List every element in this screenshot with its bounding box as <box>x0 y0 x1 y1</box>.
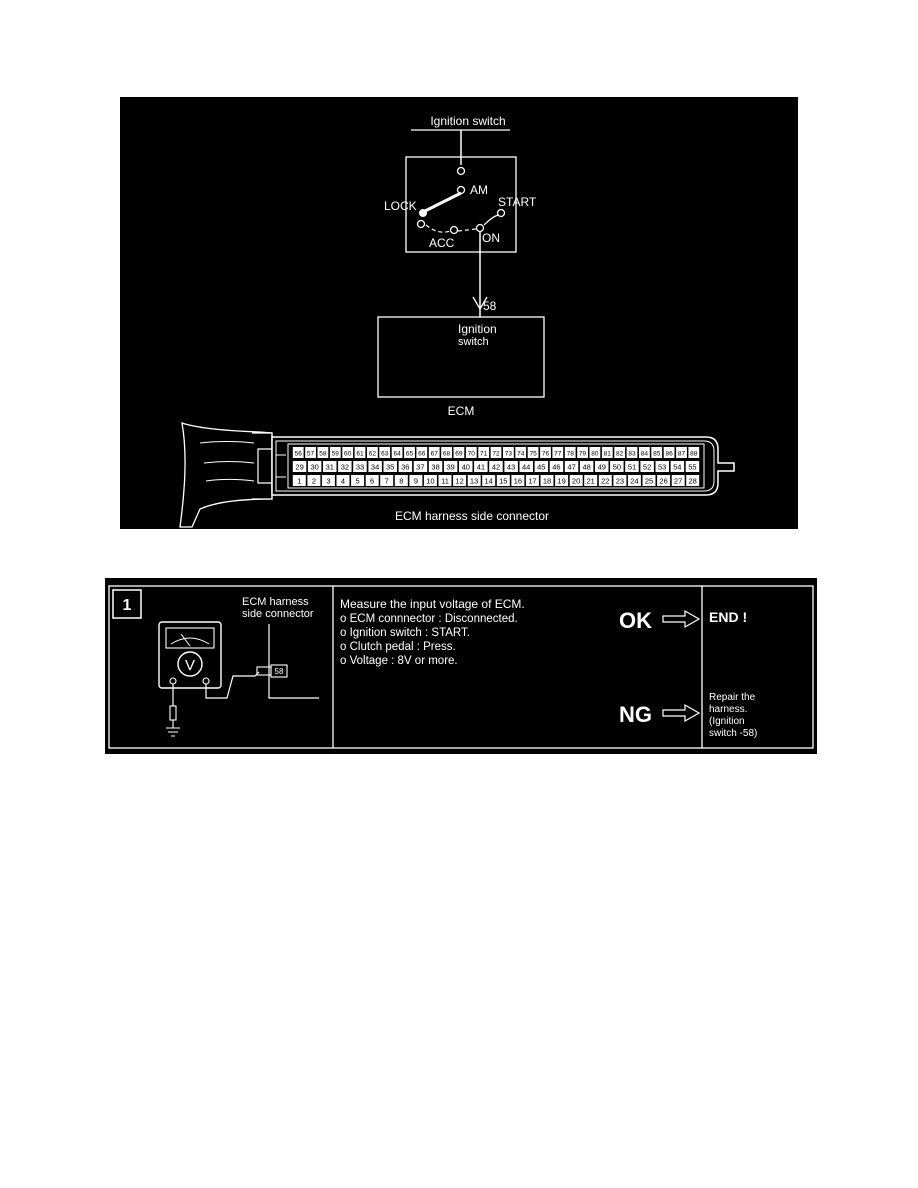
pin-number: 31 <box>325 462 334 472</box>
pin-number: 49 <box>597 462 606 472</box>
pin-number: 4 <box>340 476 346 486</box>
pin-number: 23 <box>615 476 625 486</box>
pos-start-label: START <box>498 195 537 209</box>
switch-travel-arc-2 <box>458 229 476 231</box>
pin-number: 29 <box>295 462 304 472</box>
pin-number: 84 <box>640 450 649 458</box>
pin-number: 81 <box>603 450 611 458</box>
condition-4: o Voltage : 8V or more. <box>340 655 458 667</box>
pin-number: 38 <box>431 462 440 472</box>
pin-number: 53 <box>658 462 667 472</box>
ok-label: OK <box>619 608 652 633</box>
wiring-diagram <box>120 97 798 529</box>
pin-number: 20 <box>571 476 581 486</box>
pin-number: 19 <box>557 476 566 486</box>
ecm-label: ECM <box>447 404 475 418</box>
pin-number: 46 <box>552 462 561 472</box>
pin-number: 88 <box>690 450 698 458</box>
pin-number: 57 <box>306 450 315 458</box>
switch-travel-arc-3 <box>484 215 498 225</box>
pin-number: 7 <box>384 476 389 486</box>
pin-number: 42 <box>491 462 501 472</box>
pin-number: 85 <box>653 450 661 458</box>
pin-number: 73 <box>504 450 513 458</box>
pos-acc-label: ACC <box>429 236 455 250</box>
pin-number: 66 <box>418 450 426 458</box>
diagnostic-step-panel <box>105 578 817 754</box>
procedure-heading: Measure the input voltage of ECM. <box>340 597 525 611</box>
pin-number: 21 <box>586 476 595 486</box>
switch-travel-arc-1 <box>426 225 450 232</box>
ng-label: NG <box>619 702 652 727</box>
pin-number: 30 <box>310 462 319 472</box>
pin-number: 79 <box>578 450 587 458</box>
ecm-box-line1: Ignition <box>458 322 497 336</box>
condition-1: o ECM connnector : Disconnected. <box>340 613 518 625</box>
ok-result: END ! <box>709 609 748 625</box>
pin-number: 32 <box>340 462 350 472</box>
pin-number: 51 <box>627 462 637 472</box>
pin-number: 60 <box>343 450 352 458</box>
pin-number: 22 <box>601 476 610 486</box>
pin-number: 75 <box>529 450 537 458</box>
pin-number: 41 <box>476 462 486 472</box>
switch-contact-acc <box>451 227 458 234</box>
pin-number: 72 <box>492 450 500 458</box>
pos-on-label: ON <box>482 231 500 245</box>
pin-number: 80 <box>591 450 599 458</box>
condition-3: o Clutch pedal : Press. <box>340 641 456 653</box>
pin-number: 45 <box>537 462 546 472</box>
pin-number: 39 <box>446 462 455 472</box>
ok-arrow-icon <box>663 611 699 627</box>
pin-number: 44 <box>522 462 531 472</box>
diagnostic-step-table <box>105 578 817 754</box>
ng-result-line3: (Ignition <box>709 716 745 727</box>
connector-side-line <box>269 624 319 698</box>
ground-symbol <box>166 720 180 736</box>
pin-number: 87 <box>677 450 686 458</box>
voltmeter-illustration <box>159 622 221 688</box>
pin-number: 83 <box>628 450 636 458</box>
ng-result-line2: harness. <box>709 704 748 715</box>
ground-probe <box>170 706 176 720</box>
ecm-box-line2: switch <box>458 336 489 348</box>
pin-number: 16 <box>513 476 523 486</box>
switch-contact-lock <box>418 221 425 228</box>
pin-number: 77 <box>554 450 562 458</box>
pin-number: 58 <box>319 450 327 458</box>
connector-caption: ECM harness side connector <box>394 509 550 523</box>
pin-number: 25 <box>644 476 654 486</box>
step-number: 1 <box>122 597 132 614</box>
pin-number: 62 <box>368 450 377 458</box>
ignition-switch-title: Ignition switch <box>430 114 506 128</box>
pin-number: 15 <box>499 476 508 486</box>
pin-number: 43 <box>506 462 516 472</box>
pin-number: 61 <box>356 450 364 458</box>
pin-number: 78 <box>566 450 574 458</box>
pin-number: 36 <box>401 462 410 472</box>
pin-number: 69 <box>455 450 463 458</box>
pos-am-label: AM <box>470 183 488 197</box>
connector-label-line1: ECM harness <box>242 596 309 608</box>
condition-2: o Ignition switch : START. <box>340 627 470 639</box>
ng-arrow-icon <box>663 705 699 721</box>
pin-number: 47 <box>567 462 576 472</box>
pin-number: 86 <box>665 450 673 458</box>
pin-number: 63 <box>381 450 389 458</box>
pin-number: 1 <box>297 476 302 486</box>
pin-number: 70 <box>467 450 475 458</box>
pin-number: 17 <box>528 476 537 486</box>
pos-lock-label: LOCK <box>384 199 417 213</box>
switch-contact-start <box>498 210 505 217</box>
meter-symbol: V <box>184 657 196 674</box>
wiring-diagram-panel <box>120 97 798 529</box>
switch-blade-tip <box>419 209 427 217</box>
pin-number: 13 <box>469 476 479 486</box>
pin-number: 6 <box>370 476 375 486</box>
pin-number: 59 <box>331 450 339 458</box>
pin-number: 56 <box>294 450 302 458</box>
pin-number: 74 <box>517 450 525 458</box>
connector-label-line2: side connector <box>242 608 314 620</box>
pin-number: 68 <box>442 450 451 458</box>
switch-contact-top <box>458 168 465 175</box>
pin-number: 40 <box>461 462 470 472</box>
switch-blade <box>425 193 461 211</box>
ng-result-line4: switch -58) <box>709 728 758 739</box>
pin-number: 27 <box>673 476 683 486</box>
pin-number: 14 <box>484 476 493 486</box>
pin-number: 65 <box>405 450 414 458</box>
pin-number: 48 <box>582 462 591 472</box>
pin-number: 11 <box>441 476 449 486</box>
pin-number: 52 <box>642 462 652 472</box>
pin-number: 82 <box>615 450 624 458</box>
terminal-tag: 58 <box>274 667 284 676</box>
pin-number: 18 <box>542 476 552 486</box>
ng-result-line1: Repair the <box>709 692 756 703</box>
pin-number: 64 <box>393 450 401 458</box>
switch-contact-am <box>458 187 465 194</box>
pin-number: 34 <box>370 462 380 472</box>
pin-number: 10 <box>426 476 435 486</box>
pin-number: 55 <box>688 462 697 472</box>
pin-number: 12 <box>455 476 464 486</box>
pin-number: 5 <box>355 476 360 486</box>
pin-number: 76 <box>541 450 550 458</box>
pin-number: 71 <box>479 450 488 458</box>
pin-number: 9 <box>413 476 418 486</box>
pin-number: 54 <box>673 462 682 472</box>
pin-number: 26 <box>659 476 668 486</box>
pin-number: 8 <box>399 476 404 486</box>
pin-number: 50 <box>612 462 622 472</box>
pin-number: 33 <box>355 462 365 472</box>
pin-number: 3 <box>326 476 331 486</box>
pin-number: 24 <box>630 476 639 486</box>
pin-number: 28 <box>688 476 697 486</box>
pin-number: 35 <box>386 462 395 472</box>
pin-number: 67 <box>430 450 438 458</box>
pin-number: 2 <box>311 476 316 486</box>
pin-number: 37 <box>416 462 425 472</box>
terminal-number-label: 58 <box>483 299 497 313</box>
